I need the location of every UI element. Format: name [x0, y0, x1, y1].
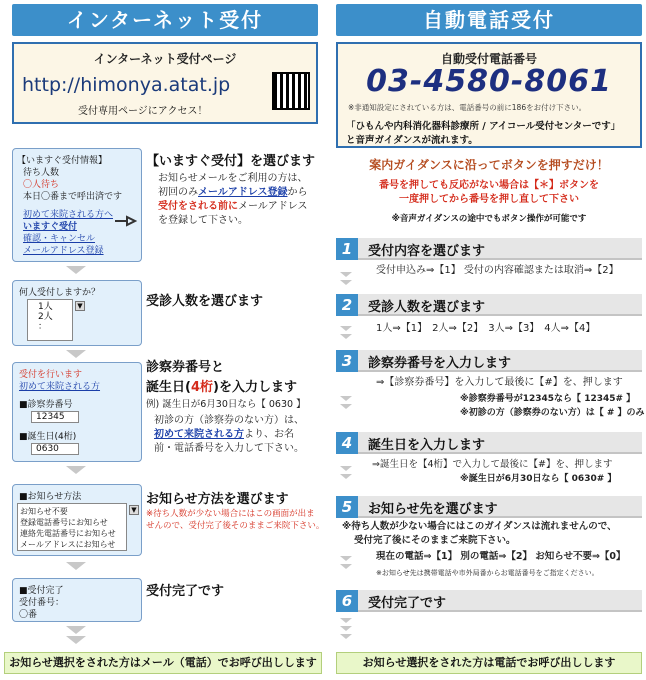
step2-detail: 1人⇒【1】 2人⇒【2】 3人⇒【3】 4人⇒【4】: [376, 323, 596, 334]
flow-arrow: [340, 326, 352, 331]
footer-right: お知らせ選択をされた方は電話でお呼び出しします: [336, 652, 642, 674]
reception-number-label: 受付番号：: [19, 598, 65, 608]
flow-arrow: [66, 636, 86, 644]
step5-screen: [12, 578, 142, 622]
step1-screen: [12, 148, 142, 262]
step3-example: 例) 誕生日が6月30日なら【 0630 】: [146, 399, 306, 410]
step4-note: ※待ち人数が少ない場合にはこの画面が出ま せんので、受付完了後そのままご来院下さい。: [146, 509, 325, 531]
complete-title: ■受付完了: [19, 586, 64, 596]
step-title: 受診人数を選びます: [368, 300, 486, 315]
flow-arrow: [66, 266, 86, 274]
card-number-input[interactable]: 12345: [31, 411, 79, 423]
notify-method-title: ■お知らせ方法: [19, 492, 82, 502]
step2-label: 受診人数を選びます: [146, 294, 264, 309]
pointing-hand-icon: [113, 213, 137, 229]
step3-label-2: 誕生日(4桁)を入力します: [146, 380, 297, 395]
step-row-3: [336, 350, 642, 372]
step4-detail-a: ⇒誕生日を【4桁】で入力して最後に【#】を、押します: [372, 459, 613, 470]
guidance-warn-2: 一度押してから番号を押し直して下さい: [399, 194, 579, 205]
step5-detail-c: 現在の電話⇒【1】 別の電話⇒【2】 お知らせ不要⇒【0】: [376, 551, 626, 562]
phone-msg-1: 「ひもんや内科消化器科診療所 / アイコール受付センターです」: [346, 121, 621, 132]
notify-method-select[interactable]: お知らせ不要 登録電話番号にお知らせ 連絡先電話番号にお知らせ メールアドレスにお知らせ: [17, 503, 127, 551]
flow-arrow: [340, 404, 352, 409]
qr-code-icon: [272, 72, 310, 110]
phone-number[interactable]: 03-4580-8061: [366, 64, 612, 99]
phone-header: 自動電話受付: [336, 4, 642, 36]
step-row-4: [336, 432, 642, 454]
step-title: 受付完了です: [368, 596, 447, 611]
flow-arrow: [340, 634, 352, 639]
step2-screen: [12, 280, 142, 346]
step3-desc: 初診の方（診察券のない方）は、 初めて来院される方より、お名 前・電話番号を入力して下さい。: [154, 415, 304, 454]
internet-url[interactable]: http://himonya.atat.jp: [22, 74, 231, 96]
step-number: 4: [336, 432, 358, 454]
reception-number-value: 〇番: [19, 610, 38, 620]
step-title: 受付内容を選びます: [368, 244, 486, 259]
flow-arrow: [340, 556, 352, 561]
flow-arrow: [340, 466, 352, 471]
step-title: お知らせ先を選びます: [368, 502, 498, 517]
step5-detail-d: ※お知らせ先は携帯電話や市外局番からお電話番号をご指定ください。: [376, 569, 599, 577]
step3-screen: [12, 362, 142, 462]
guidance-title: 案内ガイダンスに沿ってボタンを押すだけ！: [369, 158, 609, 172]
party-size-question: 何人受付しますか？: [19, 288, 101, 298]
footer-left: お知らせ選択をされた方はメール（電話）でお呼び出しします: [4, 652, 322, 674]
internet-header: インターネット受付: [12, 4, 318, 36]
step3-detail-b: ※診察券番号が12345なら【 12345# 】: [460, 394, 636, 404]
card-number-label: ■診察券番号: [19, 400, 73, 410]
flow-arrow: [340, 272, 352, 277]
phone-msg-2: と音声ガイダンスが流れます。: [346, 135, 478, 146]
flow-arrow: [66, 626, 86, 634]
step1-label: 【いますぐ受付】を選びます: [146, 154, 316, 169]
phone-panel: [336, 42, 642, 148]
step-number: 3: [336, 350, 358, 372]
step4-detail-b: ※誕生日が6月30日なら【 0630# 】: [460, 474, 617, 484]
step4-screen: [12, 484, 142, 556]
step-row-1: [336, 238, 642, 260]
step3-label-1: 診察券番号と: [146, 360, 225, 375]
party-size-select[interactable]: 1人 2人 ：: [27, 299, 73, 341]
internet-panel-title: インターネット受付ページ: [93, 52, 237, 66]
guidance-warn-1: 番号を押しても反応がない場合は【＊】ボタンを: [379, 180, 599, 191]
dropdown-arrow-icon[interactable]: ▼: [129, 505, 139, 515]
link-mail-register[interactable]: メールアドレス登録: [23, 246, 104, 256]
flow-arrow: [340, 334, 352, 339]
flow-arrow: [340, 396, 352, 401]
flow-arrow: [340, 474, 352, 479]
step-number: 6: [336, 590, 358, 612]
flow-arrow: [340, 280, 352, 285]
phone-note: ※非通知設定にされている方は、電話番号の前に186をお付け下さい。: [348, 103, 587, 112]
step5-detail-a: ※待ち人数が少ない場合にはこのガイダンスは流れませんので、: [342, 521, 617, 532]
wait-count: 〇人待ち: [23, 180, 60, 190]
step1-detail: 受付申込み⇒【1】 受付の内容確認または取消⇒【2】: [376, 265, 619, 276]
step-number: 5: [336, 496, 358, 518]
flow-arrow: [340, 564, 352, 569]
link-confirm-cancel[interactable]: 確認・キャンセル: [23, 234, 96, 244]
link-now-reception[interactable]: いますぐ受付: [23, 222, 78, 232]
flow-arrow: [66, 350, 86, 358]
today-called: 本日〇番まで呼出済です: [23, 192, 123, 202]
step-row-2: [336, 294, 642, 316]
step-title: 誕生日を入力します: [368, 438, 486, 453]
flow-arrow: [66, 562, 86, 570]
internet-caption: 受付専用ページにアクセス！: [78, 106, 208, 117]
step5-label: 受付完了です: [146, 584, 225, 599]
flow-arrow: [66, 466, 86, 474]
step4-label: お知らせ方法を選びます: [146, 492, 289, 507]
step-title: 診察券番号を入力します: [368, 356, 512, 371]
reception-start: 受付を行います: [19, 370, 83, 380]
step1-desc: お知らせメールをご利用の方は、 初回のみメールアドレス登録から 受付をされる前にメールアドレス を登録して下さい。: [158, 173, 308, 226]
step-row-5: [336, 496, 642, 518]
step5-detail-b: 受付完了後にそのままご来院下さい。: [354, 535, 516, 546]
flow-arrow: [340, 626, 352, 631]
wait-label: 待ち人数: [23, 168, 60, 178]
step-number: 2: [336, 294, 358, 316]
now-info-header: 【いますぐ受付情報】: [17, 156, 108, 166]
birthday-input[interactable]: 0630: [31, 443, 79, 455]
dropdown-arrow-icon[interactable]: ▼: [75, 301, 85, 311]
phone-panel-title: 自動受付電話番号: [440, 52, 537, 66]
step-row-6: [336, 590, 642, 612]
guidance-note: ※音声ガイダンスの途中でもボタン操作が可能です: [391, 214, 587, 224]
step3-detail-c: ※初診の方（診察券のない方）は【 # 】のみ: [460, 408, 645, 418]
step3-detail-a: ⇒【診察券番号】を入力して最後に【#】を、押します: [376, 377, 623, 388]
link-first-visit[interactable]: 初めて来院される方へ: [23, 210, 114, 220]
link-first-visit-2[interactable]: 初めて来院される方: [19, 382, 101, 392]
birthday-label: ■誕生日(4桁): [19, 432, 77, 442]
internet-panel: [12, 42, 318, 124]
flow-arrow: [340, 618, 352, 623]
step-number: 1: [336, 238, 358, 260]
